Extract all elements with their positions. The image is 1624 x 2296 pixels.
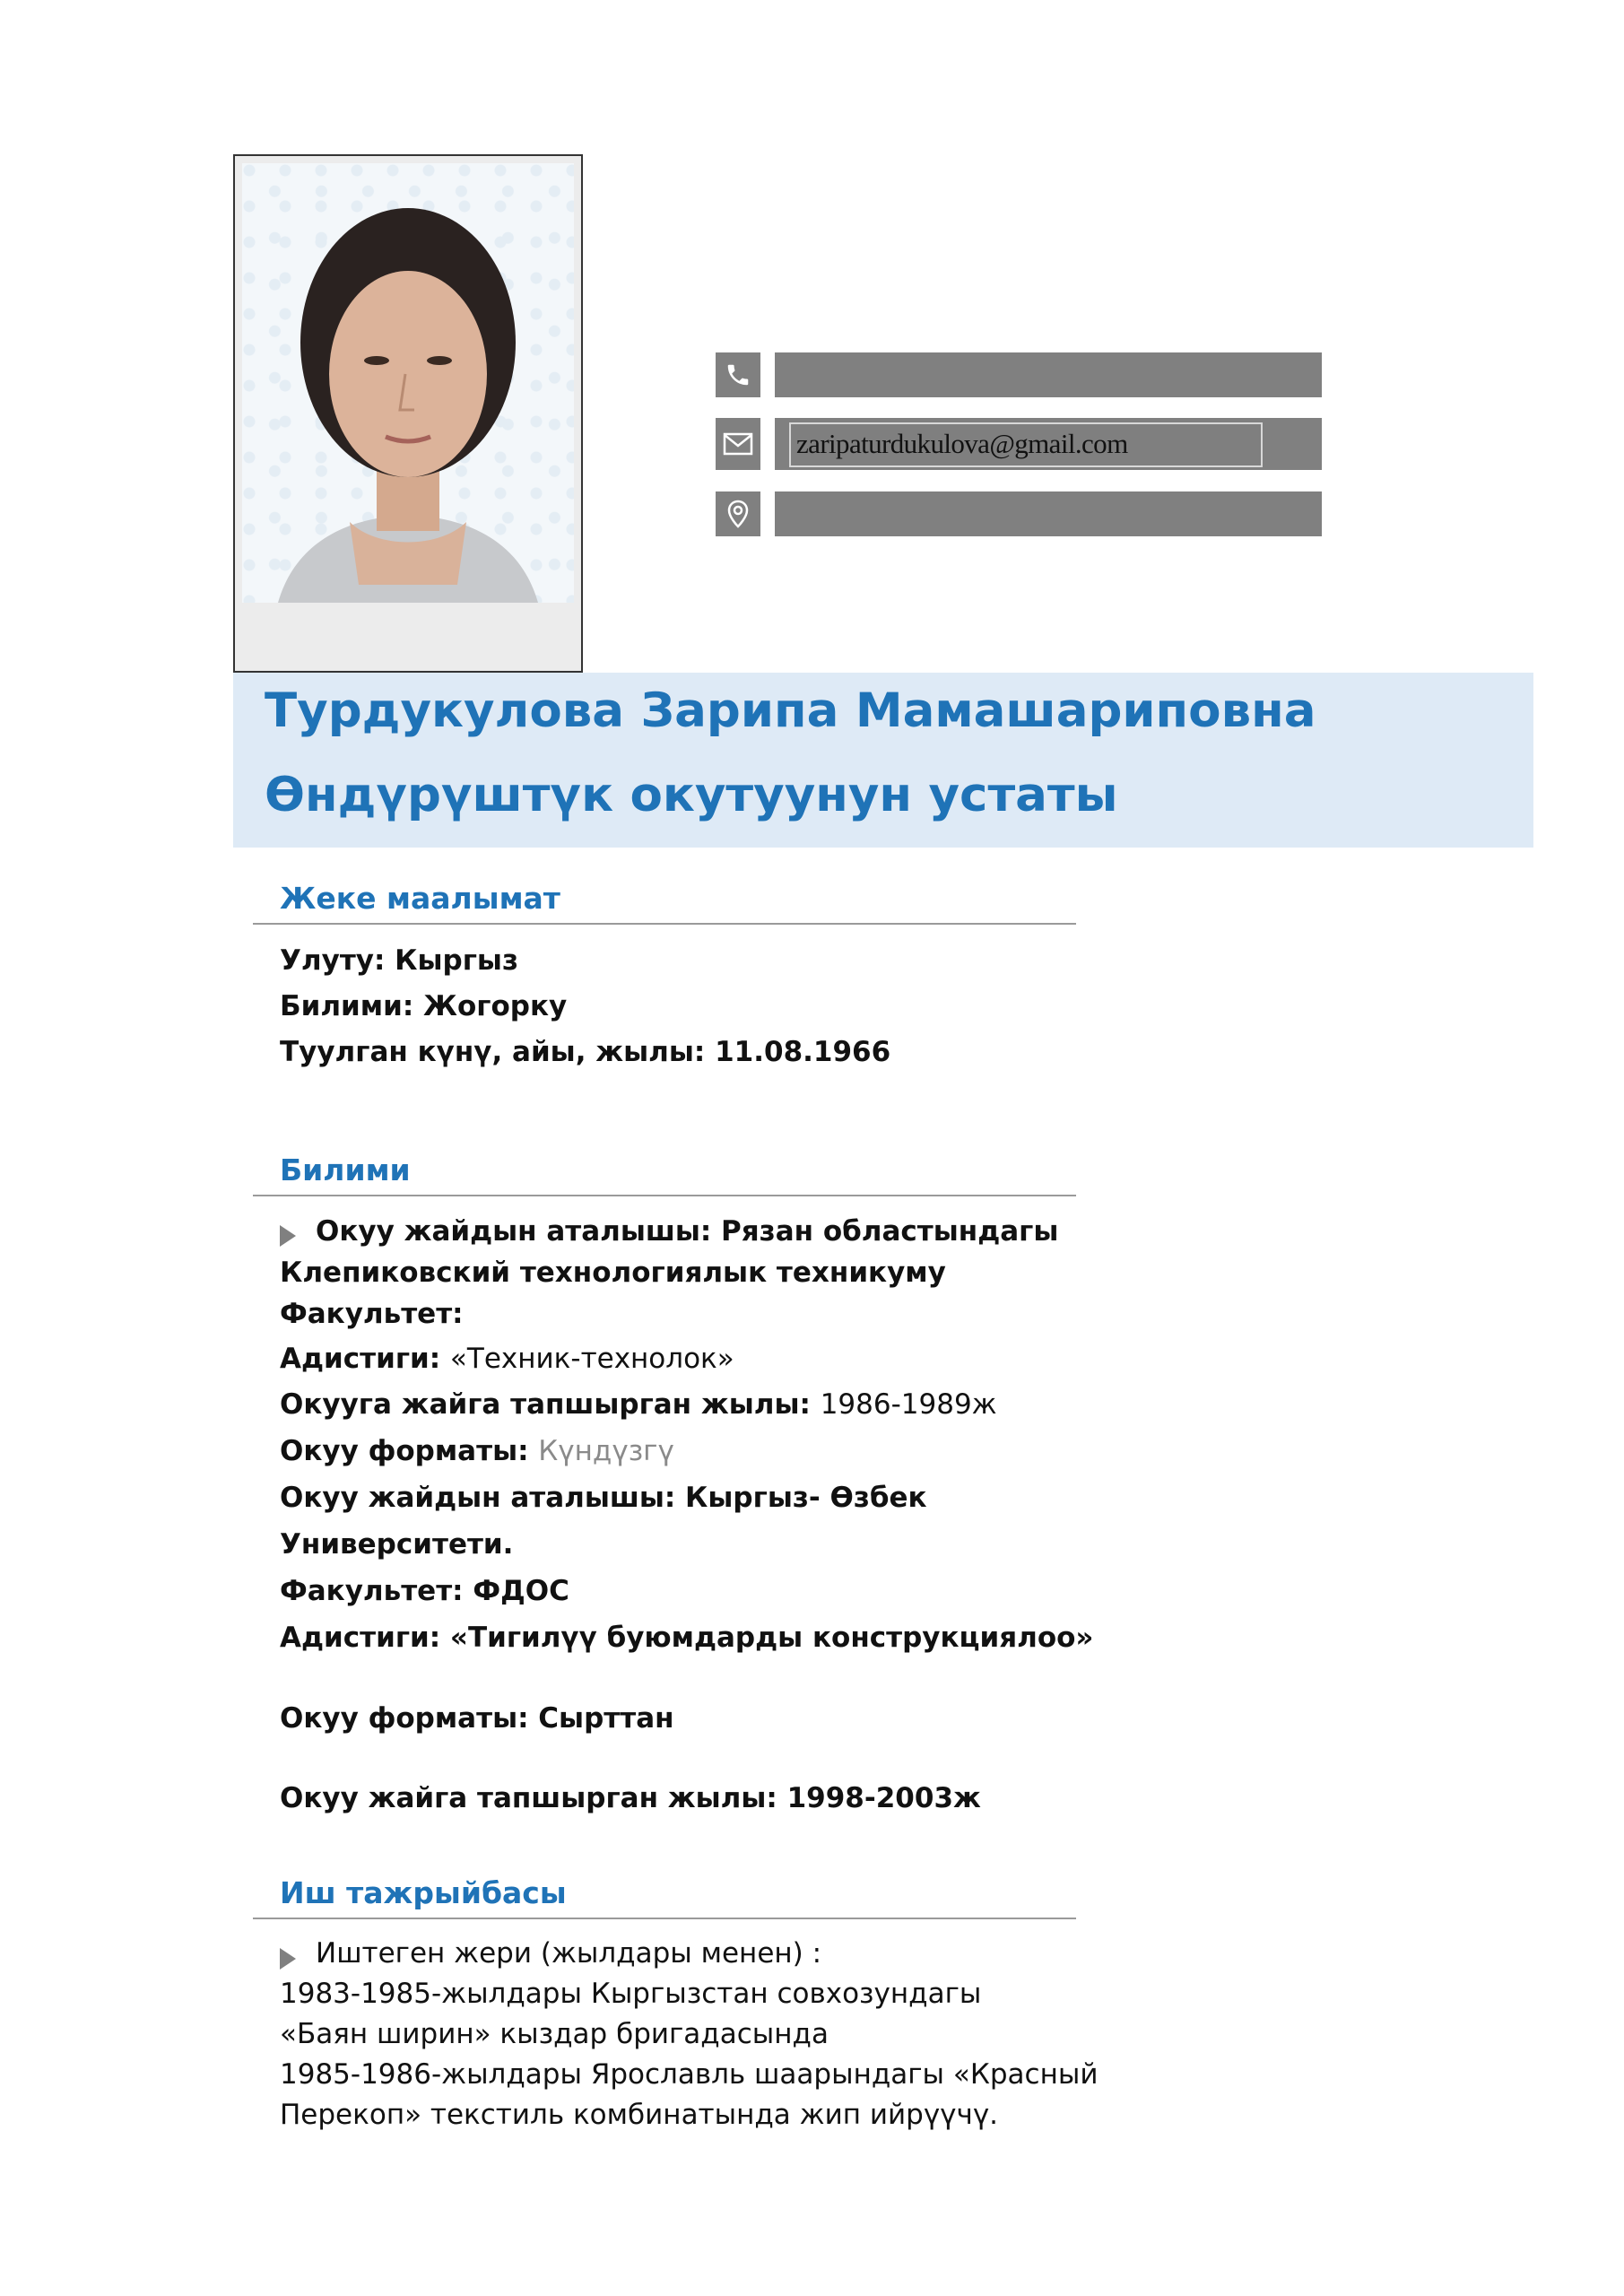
section-title-work: Иш тажрыйбасы <box>280 1875 567 1910</box>
school2-name-line2: Университети. <box>280 1528 514 1561</box>
work-line: 1983-1985-жылдары Кыргызстан совхозундагы <box>280 1978 982 2010</box>
email-link[interactable]: zaripaturdukulova@gmail.com <box>789 422 1263 467</box>
school2-faculty: Факультет: ФДОС <box>280 1575 569 1607</box>
school2-years: Окуу жайга тапшырган жылы: 1998-2003ж <box>280 1782 981 1814</box>
bullet-arrow-icon <box>280 1225 296 1247</box>
section-divider <box>253 1195 1076 1196</box>
profile-photo <box>233 154 583 673</box>
work-line: Перекоп» текстиль комбинатында жип ийрүүчү. <box>280 2099 999 2131</box>
work-line: «Баян ширин» кыздар бригадасында <box>280 2018 829 2050</box>
education-level: Билими: Жогорку <box>280 990 568 1022</box>
school2-specialty: Адистиги: «Тигилүү буюмдарды конструкциялоо» <box>280 1622 1094 1654</box>
nationality: Улуту: Кыргыз <box>280 944 518 977</box>
school1-name-line2: Клепиковский технологиялык техникуму <box>280 1257 946 1289</box>
section-divider <box>253 923 1076 925</box>
section-divider <box>253 1918 1076 1919</box>
name-header <box>233 673 1533 848</box>
bullet-arrow-icon <box>280 1948 296 1970</box>
section-title-personal: Жеке маалымат <box>280 881 560 916</box>
school2-format: Окуу форматы: Сырттан <box>280 1702 674 1735</box>
work-intro: Иштеген жери (жылдары менен) : <box>316 1937 822 1970</box>
envelope-icon <box>716 418 760 470</box>
school2-name-line1: Окуу жайдын аталышы: Кыргыз- Өзбек <box>280 1482 927 1514</box>
school1-name-line1: Окуу жайдын аталышы: Рязан областындагы <box>316 1215 1059 1248</box>
email-value-bar <box>775 418 1322 470</box>
location-pin-icon <box>716 491 760 536</box>
person-name: Турдукулова Зарипа Мамашариповна <box>265 683 1316 738</box>
phone-icon <box>716 352 760 397</box>
location-value-bar <box>775 491 1322 536</box>
school1-years: Окууга жайга тапшырган жылы: 1986-1989ж <box>280 1388 997 1421</box>
school1-specialty: Адистиги: «Техник-технолок» <box>280 1343 734 1375</box>
portrait-image <box>242 163 574 603</box>
person-position: Өндүрүштүк окутуунун устаты <box>265 768 1118 822</box>
section-title-education: Билими <box>280 1152 411 1187</box>
school1-format: Окуу форматы: Күндүзгү <box>280 1435 674 1467</box>
work-line: 1985-1986-жылдары Ярославль шаарындагы «Красный <box>280 2058 1099 2091</box>
birth-date: Туулган күнү, айы, жылы: 11.08.1966 <box>280 1036 891 1068</box>
phone-value-bar <box>775 352 1322 397</box>
school1-faculty: Факультет: <box>280 1298 464 1330</box>
